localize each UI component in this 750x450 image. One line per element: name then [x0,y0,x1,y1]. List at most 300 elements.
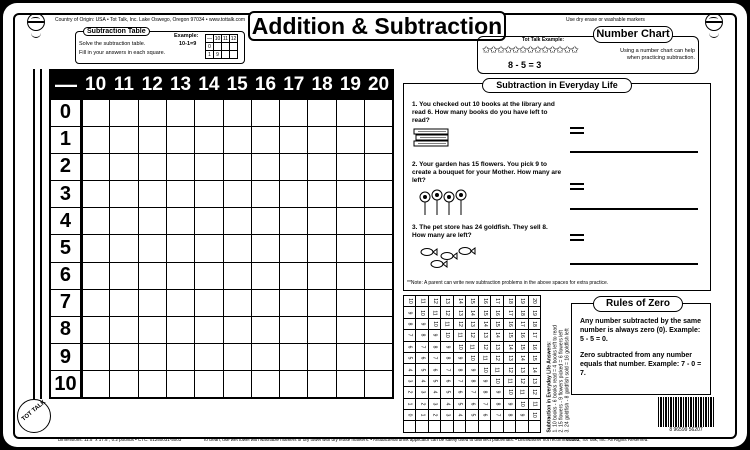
answer-cell[interactable] [166,262,194,289]
answer-key-cell: 13 [528,375,540,386]
answer-cell[interactable] [81,262,109,289]
answer-equals-line [570,239,584,241]
row-header: 6 [50,262,81,289]
answer-cell[interactable] [280,181,308,208]
answer-cell[interactable] [308,289,336,316]
answer-cell[interactable] [195,99,223,126]
answer-key-cell: 10 [466,352,478,363]
answer-cell[interactable] [138,153,166,180]
mini-cell: 1 [206,51,214,59]
answer-cell[interactable] [138,344,166,371]
answer-cell[interactable] [308,208,336,235]
grid-row [50,153,393,180]
column-header: 17 [280,70,308,99]
footer-copyright: ©2022, Tot Talk, Inc. All Rights Reserved. [566,437,649,442]
answer-key-cell: 6 [466,398,478,409]
answer-key-cell: 12 [528,387,540,398]
answer-key-cell: 8 [441,352,453,363]
subtraction-table-title: Subtraction Table [83,27,150,36]
grid-row [50,371,393,398]
answer-key-row [404,307,541,318]
answer-cell[interactable] [336,371,364,398]
marker-note: Use dry erase or washable markers [566,17,645,23]
answer-cell[interactable] [336,235,364,262]
answer-cell[interactable] [223,344,251,371]
answer-key-cell: 17 [516,318,528,329]
answer-cell[interactable] [365,344,393,371]
answer-cell[interactable] [336,289,364,316]
answer-cell[interactable] [110,289,138,316]
answer-cell[interactable] [308,235,336,262]
grid-row [50,99,393,126]
answer-key-cell: 6 [428,364,440,375]
number-chart-description: Using a number chart can help when practicing subtraction. [620,48,695,61]
answer-cell[interactable] [195,153,223,180]
column-header: 18 [308,70,336,99]
column-header: 13 [166,70,194,99]
answer-key-cell: 9 [503,398,515,409]
answer-key-row [404,387,541,398]
subtraction-grid [49,69,394,399]
answer-cell[interactable] [280,371,308,398]
answer-cell[interactable] [110,235,138,262]
answer-cell[interactable] [166,99,194,126]
answer-key-cell: 18 [516,307,528,318]
rules-of-zero-title: Rules of Zero [593,296,683,312]
answer-key-cell [441,421,453,432]
answer-cell[interactable] [365,99,393,126]
answer-cell[interactable] [223,99,251,126]
answer-cell[interactable] [81,344,109,371]
answer-key-row [404,409,541,420]
answer-cell[interactable] [336,153,364,180]
origin-text: Country of Origin: USA • Tot Talk, Inc. Lake Oswego, Oregon 97034 • www.tottalk.com [55,17,246,23]
mini-cell [214,43,222,51]
answer-equals-line [570,183,584,185]
answer-cell[interactable] [110,153,138,180]
answer-key-cell: 6 [404,341,416,352]
row-header: 3 [50,181,81,208]
answer-key-cell: 7 [441,364,453,375]
answer-cell[interactable] [195,316,223,343]
barcode-number: 8 96599 56207 [658,427,714,433]
answer-cell[interactable] [195,289,223,316]
answer-key-cell: 12 [516,375,528,386]
answer-cell[interactable] [110,208,138,235]
answer-key-cell: 15 [491,318,503,329]
answer-cell[interactable] [336,99,364,126]
answer-cell[interactable] [81,153,109,180]
answer-key-cell: 14 [478,318,490,329]
answer-cell[interactable] [223,181,251,208]
answer-cell[interactable] [336,208,364,235]
answer-cell[interactable] [110,181,138,208]
answer-key-cell: 12 [428,296,440,307]
answer-key-cell: 10 [491,375,503,386]
answer-key-row [404,330,541,341]
answer-key-cell: 18 [503,296,515,307]
answer-3: 3. 24 goldfish - 8 goldfish sold = 16 goldfish left [564,328,571,433]
answer-key-cell: 15 [503,330,515,341]
answer-line[interactable] [570,208,698,210]
answer-key-cell: 4 [428,387,440,398]
answer-cell[interactable] [81,371,109,398]
example-equation: 10-1=9 [179,41,197,47]
answer-cell[interactable] [280,344,308,371]
answer-key-row [404,398,541,409]
answer-key-cell: 14 [491,330,503,341]
answer-key-cell: 8 [428,341,440,352]
answer-2: 2. 15 flowers - 9 flowers picked = 6 flowers left [558,330,565,433]
number-chart-example-label: Tot Talk Example: [522,37,565,43]
answer-cell[interactable] [251,235,279,262]
answer-cell[interactable] [365,235,393,262]
answer-cell[interactable] [138,262,166,289]
grid-row [50,208,393,235]
answer-cell[interactable] [365,371,393,398]
answer-key-table [403,295,541,433]
answer-cell[interactable] [336,316,364,343]
answer-key-cell: 2 [428,409,440,420]
answer-cell[interactable] [195,371,223,398]
answer-key-cell: 15 [466,296,478,307]
answer-cell[interactable] [81,181,109,208]
answer-cell[interactable] [223,316,251,343]
answer-cell[interactable] [308,344,336,371]
answer-key-cell: 11 [491,364,503,375]
answer-key-cell [528,421,540,432]
answer-cell[interactable] [110,262,138,289]
answer-cell[interactable] [365,153,393,180]
answer-cell[interactable] [280,99,308,126]
answer-key-cell: 9 [404,307,416,318]
answer-cell[interactable] [280,316,308,343]
answer-key-cell: 14 [453,296,465,307]
number-chart-title: Number Chart [593,26,673,43]
answer-cell[interactable] [365,208,393,235]
answer-key-cell: 13 [503,352,515,363]
answer-cell[interactable] [336,344,364,371]
answer-cell[interactable] [223,371,251,398]
answer-key-cell: 14 [503,341,515,352]
grid-row [50,181,393,208]
answer-cell[interactable] [251,316,279,343]
answer-cell[interactable] [110,99,138,126]
answer-cell[interactable] [81,289,109,316]
answer-cell[interactable] [308,99,336,126]
answer-key-cell: 5 [453,398,465,409]
answer-cell[interactable] [251,99,279,126]
answer-key-cell: 12 [453,318,465,329]
answer-key-cell: 5 [404,352,416,363]
answer-cell[interactable] [166,208,194,235]
answer-key-cell: 5 [466,409,478,420]
answer-key-cell: 12 [478,341,490,352]
answer-key-cell [466,421,478,432]
answer-key-cell [416,421,428,432]
parent-note: **Note: A parent can write new subtraction problems in the above spaces for extra practice. [407,280,609,286]
answer-cell[interactable] [365,262,393,289]
answer-cell[interactable] [195,235,223,262]
answer-key-row [404,352,541,363]
answer-cell[interactable] [336,262,364,289]
answer-cell[interactable] [138,181,166,208]
answer-key-cell: 17 [528,330,540,341]
answer-key-side [547,295,569,432]
answer-key-cell: 13 [516,364,528,375]
star-row-icon: ✩✩✩✩✩✩✩✩✩✩✩✩✩ [482,45,578,56]
answer-cell[interactable] [251,208,279,235]
answer-cell[interactable] [365,126,393,153]
answer-key-row [404,364,541,375]
answer-cell[interactable] [166,344,194,371]
grid-row [50,344,393,371]
answer-key-cell: 10 [428,318,440,329]
column-header: 15 [223,70,251,99]
grid-header-row [50,70,393,99]
answer-key-cell: 8 [503,409,515,420]
answer-key-cell: 8 [466,375,478,386]
answer-equals-line [570,132,584,134]
answer-cell[interactable] [166,181,194,208]
tot-talk-logo: TOT TALK [17,399,51,433]
answer-cell[interactable] [195,208,223,235]
question-1: 1. You checked out 10 books at the library and read 6. How many books do you have left to read? [412,101,555,124]
number-chart-equation[interactable]: 8 - 5 = 3 [508,60,542,70]
instruction-line-1: Solve the subtraction table. [79,41,146,47]
grid-row [50,289,393,316]
answer-key-cell: 4 [416,375,428,386]
answer-key-cell [503,421,515,432]
answer-cell[interactable] [251,181,279,208]
answer-line[interactable] [570,263,698,265]
row-header: 7 [50,289,81,316]
answer-cell[interactable] [223,262,251,289]
example-mini-grid [205,34,238,59]
answer-key-cell: 13 [478,330,490,341]
answer-cell[interactable] [110,316,138,343]
answer-key-cell: 11 [528,398,540,409]
row-header: 0 [50,99,81,126]
answer-cell[interactable] [81,316,109,343]
globe-icon [27,13,45,31]
answer-cell[interactable] [223,235,251,262]
answer-cell[interactable] [81,126,109,153]
answer-cell[interactable] [251,153,279,180]
answer-cell[interactable] [138,289,166,316]
answer-cell[interactable] [138,235,166,262]
mini-cell [230,43,238,51]
answer-key-cell: 11 [416,296,428,307]
answer-cell[interactable] [138,99,166,126]
answer-cell[interactable] [166,126,194,153]
answer-cell[interactable] [195,181,223,208]
minus-corner: — [50,70,81,99]
answer-1: 1. 10 books - 6 books read = 4 books left to read [552,325,559,433]
answer-equals-line [570,188,584,190]
column-header: 14 [195,70,223,99]
answer-cell[interactable] [280,235,308,262]
answer-cell[interactable] [365,289,393,316]
answer-cell[interactable] [308,153,336,180]
answer-key-cell: 16 [503,318,515,329]
answer-cell[interactable] [81,235,109,262]
answer-key-cell: 15 [528,352,540,363]
zero-rule-1: Any number subtracted by the same number is always zero (0). Example: 5 - 5 = 0. [580,318,701,343]
mini-cell [222,51,230,59]
answer-key-cell: 11 [478,352,490,363]
answer-key-cell: 11 [441,318,453,329]
answer-key-cell: 4 [453,409,465,420]
answer-key-cell: 17 [491,296,503,307]
answer-cell[interactable] [138,208,166,235]
answer-key-cell: 10 [478,364,490,375]
column-header: 10 [81,70,109,99]
row-header: 8 [50,316,81,343]
everyday-life-title: Subtraction in Everyday Life [482,78,632,93]
answer-key-cell: 15 [516,341,528,352]
answer-key-cell: 15 [478,307,490,318]
answer-key-cell: 9 [416,318,428,329]
answer-cell[interactable] [280,208,308,235]
answer-key-cell: 8 [478,387,490,398]
answer-cell[interactable] [336,181,364,208]
answer-cell[interactable] [138,371,166,398]
flowers-icon [417,189,477,217]
answer-cell[interactable] [195,344,223,371]
answer-cell[interactable] [166,371,194,398]
mini-cell: 12 [230,35,237,42]
answer-cell[interactable] [280,126,308,153]
answer-key-row [404,421,541,432]
answer-key-cell [428,421,440,432]
grid-row [50,262,393,289]
answer-key-cell: 2 [404,387,416,398]
answer-key-cell: 1 [416,409,428,420]
answer-key-cell: 3 [404,375,416,386]
mini-cell [230,51,238,59]
answer-cell[interactable] [308,181,336,208]
answer-cell[interactable] [110,344,138,371]
answer-cell[interactable] [308,262,336,289]
answer-cell[interactable] [280,289,308,316]
answer-cell[interactable] [223,208,251,235]
answer-key-cell: 4 [404,364,416,375]
answer-equals-line [570,127,584,129]
answer-key-cell: 12 [503,364,515,375]
answer-cell[interactable] [138,316,166,343]
answer-cell[interactable] [166,316,194,343]
answer-key-cell: 9 [466,364,478,375]
answer-cell[interactable] [195,262,223,289]
answer-key-cell: 4 [441,398,453,409]
answer-cell[interactable] [308,316,336,343]
answer-key-cell: 7 [416,341,428,352]
answer-key-cell [516,421,528,432]
answer-cell[interactable] [138,126,166,153]
answer-key-cell: 10 [453,341,465,352]
answer-cell[interactable] [251,344,279,371]
mini-cell [222,43,230,51]
answer-key-cell: 7 [478,398,490,409]
answer-key-cell: 8 [404,318,416,329]
answer-equals-line [570,234,584,236]
answer-cell[interactable] [308,126,336,153]
answer-key-cell: 10 [528,409,540,420]
answer-key-row [404,375,541,386]
zero-rule-2: Zero subtracted from any number equals that number. Example: 7 - 0 = 7. [580,352,702,377]
row-header: 4 [50,208,81,235]
page-title: Addition & Subtraction [248,11,506,41]
answer-cell[interactable] [251,126,279,153]
answer-cell[interactable] [308,371,336,398]
answer-key-cell: 13 [466,318,478,329]
answer-cell[interactable] [280,153,308,180]
answer-cell[interactable] [81,99,109,126]
example-label: Example: [174,33,199,39]
grid-row [50,126,393,153]
answer-cell[interactable] [251,289,279,316]
answer-cell[interactable] [81,208,109,235]
answer-key-cell: 11 [428,307,440,318]
answer-key-cell: 1 [404,398,416,409]
answer-key-cell: 16 [528,341,540,352]
answer-key-cell: 5 [416,364,428,375]
answer-cell[interactable] [166,153,194,180]
answer-key-cell: 7 [466,387,478,398]
instruction-line-2: Fill in your answers in each square. [79,50,166,56]
answer-cell[interactable] [223,126,251,153]
answer-key-cell: 9 [516,409,528,420]
grid-row [50,235,393,262]
column-header: 20 [365,70,393,99]
column-header: 19 [336,70,364,99]
answer-key-cell: 9 [491,387,503,398]
answer-cell[interactable] [251,262,279,289]
answer-key-cell: 17 [503,307,515,318]
answer-key-cell [404,421,416,432]
answer-cell[interactable] [365,316,393,343]
answer-key-cell: 16 [478,296,490,307]
answer-cell[interactable] [223,153,251,180]
answer-cell[interactable] [195,126,223,153]
answer-key-row [404,318,541,329]
answer-cell[interactable] [166,289,194,316]
answer-line[interactable] [570,151,698,153]
globe-icon [705,13,723,31]
answer-key-cell: 6 [441,375,453,386]
grid-row [50,316,393,343]
answer-cell[interactable] [280,262,308,289]
answer-cell[interactable] [110,126,138,153]
answer-key-cell: 9 [453,352,465,363]
mini-cell: 0 [206,43,214,51]
answer-key-cell: 9 [478,375,490,386]
books-icon [412,127,452,151]
answer-key-cell: 16 [491,307,503,318]
answer-cell[interactable] [223,289,251,316]
answer-cell[interactable] [365,181,393,208]
answer-cell[interactable] [336,126,364,153]
answer-cell[interactable] [166,235,194,262]
answer-cell[interactable] [110,371,138,398]
answer-cell[interactable] [251,371,279,398]
answer-key-row [404,341,541,352]
answer-key-cell: 9 [428,330,440,341]
answer-key-cell: 12 [466,330,478,341]
answer-key-cell: 11 [516,387,528,398]
answer-key-cell [491,421,503,432]
